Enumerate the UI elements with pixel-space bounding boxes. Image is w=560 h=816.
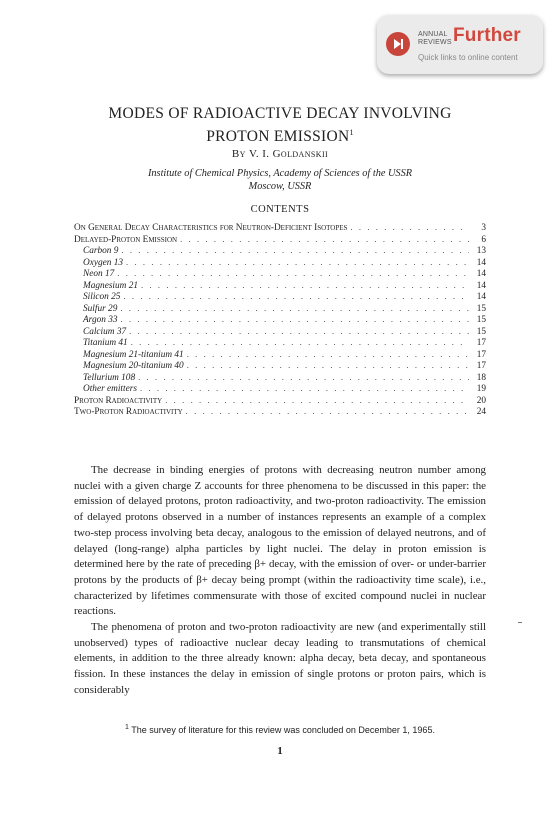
toc-entry[interactable] — [74, 268, 486, 280]
toc-entry[interactable] — [74, 291, 486, 303]
toc-leader-dots — [141, 280, 469, 292]
toc-entry-label: Magnesium 21-titanium 41 — [83, 349, 184, 360]
toc-leader-dots — [180, 234, 469, 246]
toc-entry-label: Tellurium 108 — [83, 372, 136, 383]
toc-leader-dots — [165, 395, 469, 407]
toc-entry-label: Delayed-Proton Emission — [74, 234, 178, 245]
toc-entry-label: Carbon 9 — [83, 246, 119, 256]
toc-entry-label: Two-Proton Radioactivity — [74, 407, 183, 417]
institution-line1: Institute of Chemical Physics, Academy of Sciences of the USSR — [147, 168, 413, 179]
toc-leader-dots — [138, 372, 469, 384]
toc-entry[interactable] — [74, 257, 486, 269]
author-name: V. I. Goldanskii — [248, 148, 329, 160]
toc-entry[interactable] — [74, 337, 486, 349]
body-text — [74, 463, 486, 699]
toc-leader-dots — [126, 257, 469, 269]
toc-leader-dots — [129, 326, 469, 338]
author-line — [60, 148, 500, 160]
toc-entry-label: Magnesium 20-titanium 40 — [83, 361, 184, 371]
toc-entry-page: 24 — [476, 407, 486, 417]
toc-entry-label: Silicon 25 — [83, 292, 121, 302]
toc-entry-page: 14 — [476, 280, 486, 291]
toc-entry[interactable] — [74, 222, 486, 234]
paragraph-2: The phenomena of proton and two-proton radioactivity are new (and experimentally still unobserved) types of radioactive nuclear decay leading to transmutations of chemical elements, in addition to the three already known: alpha decay, beta decay, and spontaneous fission. In these instances the delay in emission of single protons or proton pairs, which is considerably — [74, 621, 486, 696]
toc-leader-dots — [186, 406, 469, 418]
toc-leader-dots — [123, 291, 469, 303]
further-label: Further — [453, 25, 521, 46]
toc-entry-page: 17 — [476, 361, 486, 371]
footnote-mark: 1 — [125, 724, 129, 731]
toc-entry[interactable] — [74, 326, 486, 338]
toc-entry-page: 17 — [476, 338, 486, 348]
article-title-line1: MODES OF RADIOACTIVE DECAY INVOLVING — [108, 105, 452, 122]
toc-entry-page: 19 — [476, 384, 486, 394]
toc-leader-dots — [121, 314, 469, 326]
toc-leader-dots — [187, 349, 469, 361]
author-prefix: By — [231, 148, 246, 160]
institution-line2: Moscow, USSR — [248, 181, 312, 192]
toc-entry[interactable] — [74, 349, 486, 361]
toc-entry[interactable] — [74, 280, 486, 292]
toc-entry-page: 17 — [476, 349, 486, 360]
toc-entry-label: Proton Radioactivity — [74, 395, 163, 406]
toc-entry-label: Calcium 37 — [83, 326, 127, 337]
footnote — [74, 724, 486, 735]
footnote-text: The survey of literature for this review was concluded on December 1, 1965. — [131, 725, 435, 735]
toc-entry-page: 18 — [476, 372, 486, 383]
toc-entry-page: 14 — [476, 292, 486, 302]
toc-entry-label: Oxygen 13 — [83, 257, 124, 268]
toc-entry[interactable] — [74, 406, 486, 418]
toc-entry-page: 6 — [481, 234, 486, 245]
toc-entry-page: 3 — [481, 223, 486, 233]
further-subtitle: Quick links to online content — [418, 53, 518, 62]
contents-heading: CONTENTS — [250, 204, 310, 215]
toc-entry-page: 15 — [476, 315, 486, 325]
toc-entry[interactable] — [74, 245, 486, 257]
toc-leader-dots — [120, 303, 469, 315]
toc-leader-dots — [140, 383, 469, 395]
toc-leader-dots — [350, 222, 469, 234]
toc-entry[interactable] — [74, 383, 486, 395]
toc-entry-page: 20 — [476, 395, 486, 406]
toc-entry[interactable] — [74, 395, 486, 407]
toc-entry-page: 14 — [476, 269, 486, 279]
article-title-line2 — [60, 123, 500, 146]
toc-entry[interactable] — [74, 303, 486, 315]
toc-leader-dots — [131, 337, 469, 349]
toc-entry-label: Argon 33 — [83, 315, 118, 325]
toc-leader-dots — [187, 360, 469, 372]
toc-entry-label: Magnesium 21 — [83, 280, 139, 291]
toc-entry[interactable] — [74, 372, 486, 384]
toc-entry-label: Titanium 41 — [83, 338, 128, 348]
page-number: 1 — [277, 745, 283, 757]
toc-leader-dots — [117, 268, 469, 280]
toc-entry-page: 14 — [476, 257, 486, 268]
toc-entry-page: 13 — [476, 246, 486, 256]
annual-reviews-logo-icon — [386, 32, 410, 56]
toc-entry[interactable] — [74, 234, 486, 246]
margin-mark — [518, 622, 522, 623]
title-footnote-mark[interactable]: 1 — [349, 128, 354, 137]
annual-reviews-further-badge[interactable] — [377, 15, 543, 74]
toc-entry-label: Neon 17 — [83, 269, 115, 279]
table-of-contents — [74, 222, 486, 418]
toc-entry-page: 15 — [476, 303, 486, 314]
toc-entry-label: On General Decay Characteristics for Neutron-Deficient Isotopes — [74, 223, 348, 233]
paragraph-1: The decrease in binding energies of protons with decreasing neutron number among nuclei with a given charge Z accounts for three phenomena to be discussed in this paper: the emission of delayed protons, proton radioactivity, and two-proton radioactivity. The emission of delayed protons observed in a number of instances represents an example of a complex two-step process involving beta decay, analogous to the emission of delayed neutrons, and of delayed (long-range) alpha particles by light nuclei. The delay in proton emission is determined here by the rate of preceding β+ decay, with the emission of over- or under-barrier protons by the products of β+ decay being prompt (within the radioactivity time scale), i.e., characterized by lifetimes commensurate with those of excited compound nuclei in nuclear reactions. — [74, 464, 486, 618]
toc-leader-dots — [121, 245, 469, 257]
annual-reviews-wordmark: ANNUAL REVIEWS — [418, 31, 452, 46]
toc-entry-page: 15 — [476, 326, 486, 337]
toc-entry-label: Other emitters — [83, 384, 137, 394]
toc-entry[interactable] — [74, 360, 486, 372]
toc-entry[interactable] — [74, 314, 486, 326]
article-title-text: PROTON EMISSION — [206, 128, 350, 146]
toc-entry-label: Sulfur 29 — [83, 303, 118, 314]
